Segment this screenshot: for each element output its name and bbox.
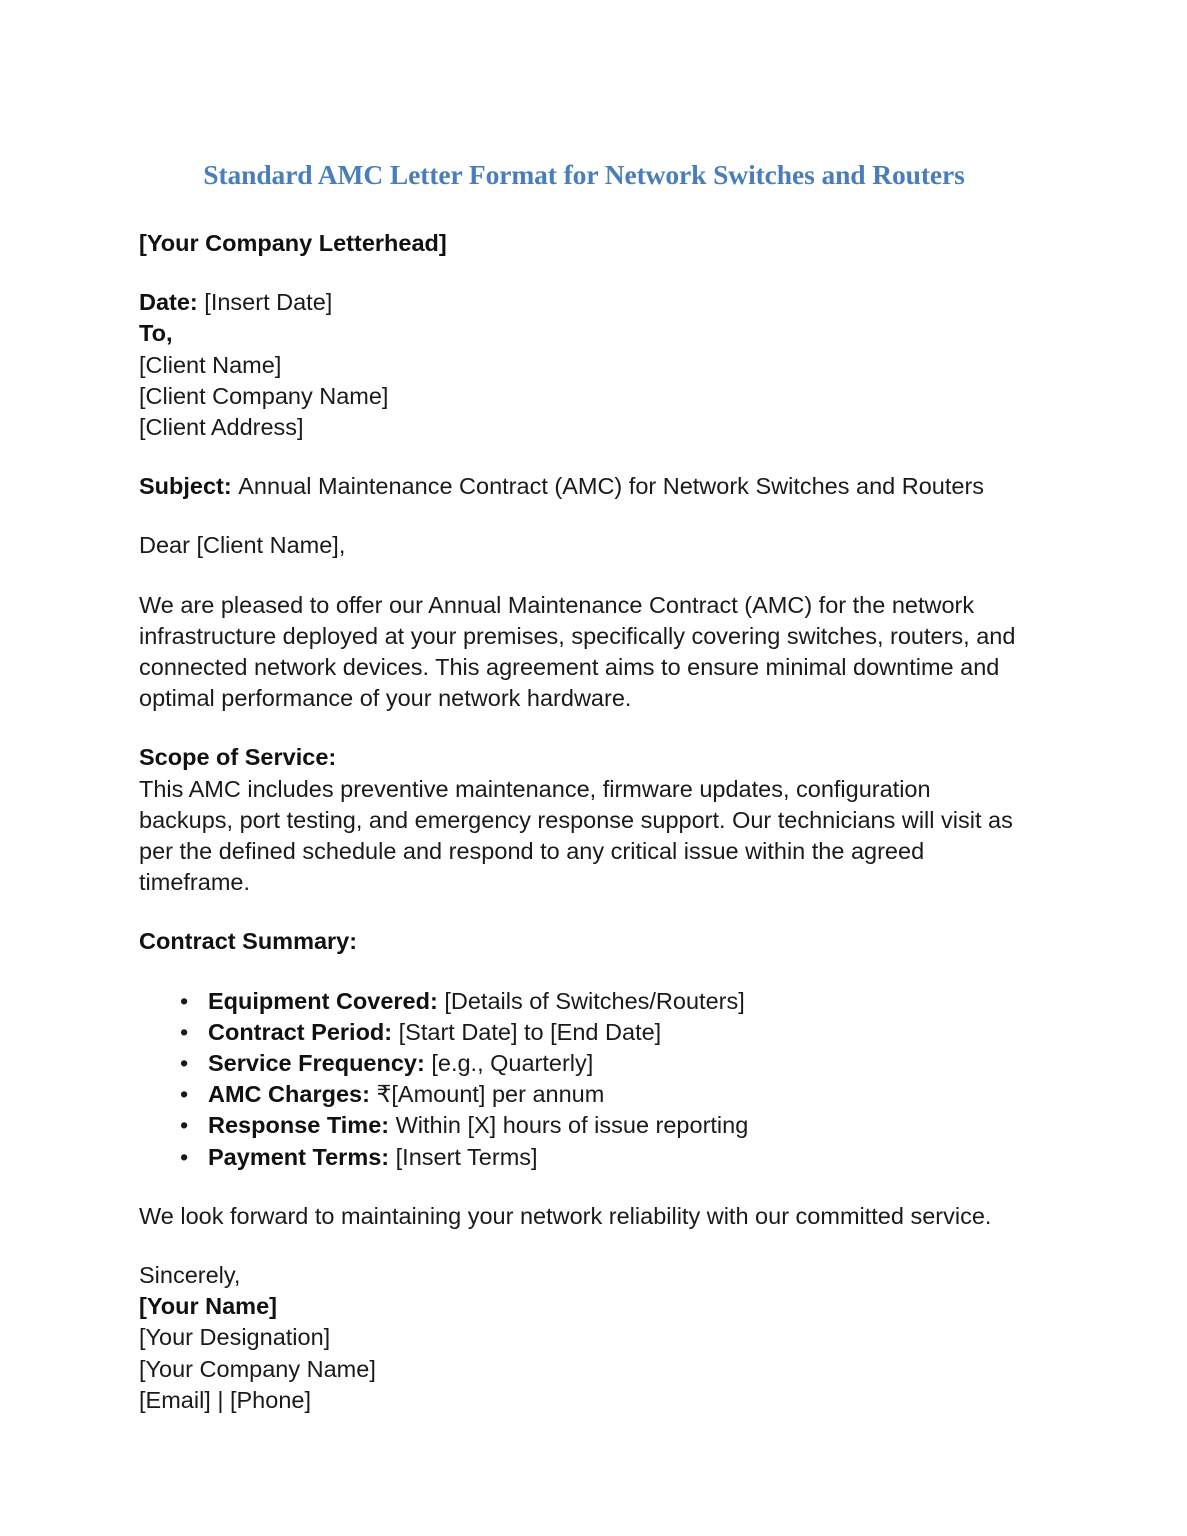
recipient-line-2: [Client Company Name] bbox=[139, 382, 389, 409]
spacer bbox=[139, 1173, 1029, 1201]
list-item-label: Equipment Covered: bbox=[208, 987, 438, 1014]
list-item-value: [Insert Terms] bbox=[395, 1143, 538, 1170]
list-item-value: [Start Date] to [End Date] bbox=[398, 1018, 662, 1045]
spacer bbox=[139, 191, 1029, 228]
recipient-line-1: [Client Name] bbox=[139, 351, 282, 378]
scope-heading bbox=[139, 742, 1029, 773]
bullet-icon: • bbox=[180, 1050, 189, 1077]
list-item bbox=[139, 1110, 1029, 1141]
intro-paragraph: We are pleased to offer our Annual Maintenance Contract (AMC) for the network infrastructure deployed at your premises, specifically covering switches, routers, and connected network devices. This agreement aims to ensure minimal downtime and optimal performance of your network hardware. bbox=[139, 591, 1016, 712]
signature-name: [Your Name] bbox=[139, 1293, 277, 1320]
list-item-label: Response Time: bbox=[208, 1112, 390, 1139]
spacer bbox=[139, 562, 1029, 590]
letterhead-placeholder bbox=[139, 228, 1029, 259]
bullet-icon: • bbox=[180, 1018, 189, 1045]
spacer bbox=[139, 443, 1029, 471]
spacer bbox=[139, 1232, 1029, 1260]
date-label: Date: bbox=[139, 289, 198, 316]
list-item-value: ₹[Amount] per annum bbox=[376, 1081, 605, 1108]
list-item bbox=[139, 986, 1029, 1017]
closing-paragraph: We look forward to maintaining your network reliability with our committed service. bbox=[139, 1202, 992, 1229]
signature-designation: [Your Designation] bbox=[139, 1324, 331, 1351]
contract-summary-heading-text: Contract Summary: bbox=[139, 928, 358, 955]
list-item-value: Within [X] hours of issue reporting bbox=[395, 1112, 749, 1139]
date-line bbox=[139, 287, 1029, 318]
list-item-label: Payment Terms: bbox=[208, 1143, 390, 1170]
to-label: To, bbox=[139, 320, 173, 347]
list-item-value: [Details of Switches/Routers] bbox=[444, 987, 745, 1014]
scope-heading-text: Scope of Service: bbox=[139, 744, 337, 771]
spacer bbox=[139, 502, 1029, 530]
document-body bbox=[139, 0, 1029, 1416]
list-item bbox=[139, 1079, 1029, 1110]
spacer bbox=[139, 714, 1029, 742]
spacer bbox=[139, 898, 1029, 926]
salutation: Dear [Client Name], bbox=[139, 532, 346, 559]
date-value: [Insert Date] bbox=[204, 289, 333, 316]
list-item-value: [e.g., Quarterly] bbox=[431, 1050, 594, 1077]
bullet-icon: • bbox=[180, 1112, 189, 1139]
spacer bbox=[139, 958, 1029, 986]
bullet-icon: • bbox=[180, 987, 189, 1014]
contract-summary-list bbox=[139, 986, 1029, 1173]
signature-company: [Your Company Name] bbox=[139, 1355, 376, 1382]
subject-label: Subject: bbox=[139, 473, 232, 500]
bullet-icon: • bbox=[180, 1081, 189, 1108]
contract-summary-heading bbox=[139, 926, 1029, 957]
subject-line bbox=[139, 471, 1029, 502]
signoff: Sincerely, bbox=[139, 1262, 241, 1289]
signature-name-line bbox=[139, 1291, 1029, 1322]
subject-value: Annual Maintenance Contract (AMC) for Network Switches and Routers bbox=[238, 473, 985, 500]
list-item-label: Service Frequency: bbox=[208, 1050, 425, 1077]
page-title: Standard AMC Letter Format for Network Switches and Routers bbox=[203, 159, 965, 190]
scope-paragraph: This AMC includes preventive maintenance, firmware updates, configuration backups, port testing, and emergency response support. Our technicians will visit as per the defined schedule and respond to any critical issue within the agreed timeframe. bbox=[139, 775, 1013, 896]
bullet-icon: • bbox=[180, 1143, 189, 1170]
list-item-label: Contract Period: bbox=[208, 1018, 393, 1045]
letterhead-text: [Your Company Letterhead] bbox=[139, 230, 447, 256]
list-item-label: AMC Charges: bbox=[208, 1081, 370, 1108]
spacer bbox=[139, 259, 1029, 287]
to-label-line bbox=[139, 318, 1029, 349]
list-item bbox=[139, 1142, 1029, 1173]
recipient-line-3: [Client Address] bbox=[139, 414, 304, 441]
list-item bbox=[139, 1048, 1029, 1079]
signature-contact: [Email] | [Phone] bbox=[139, 1386, 311, 1413]
list-item bbox=[139, 1017, 1029, 1048]
